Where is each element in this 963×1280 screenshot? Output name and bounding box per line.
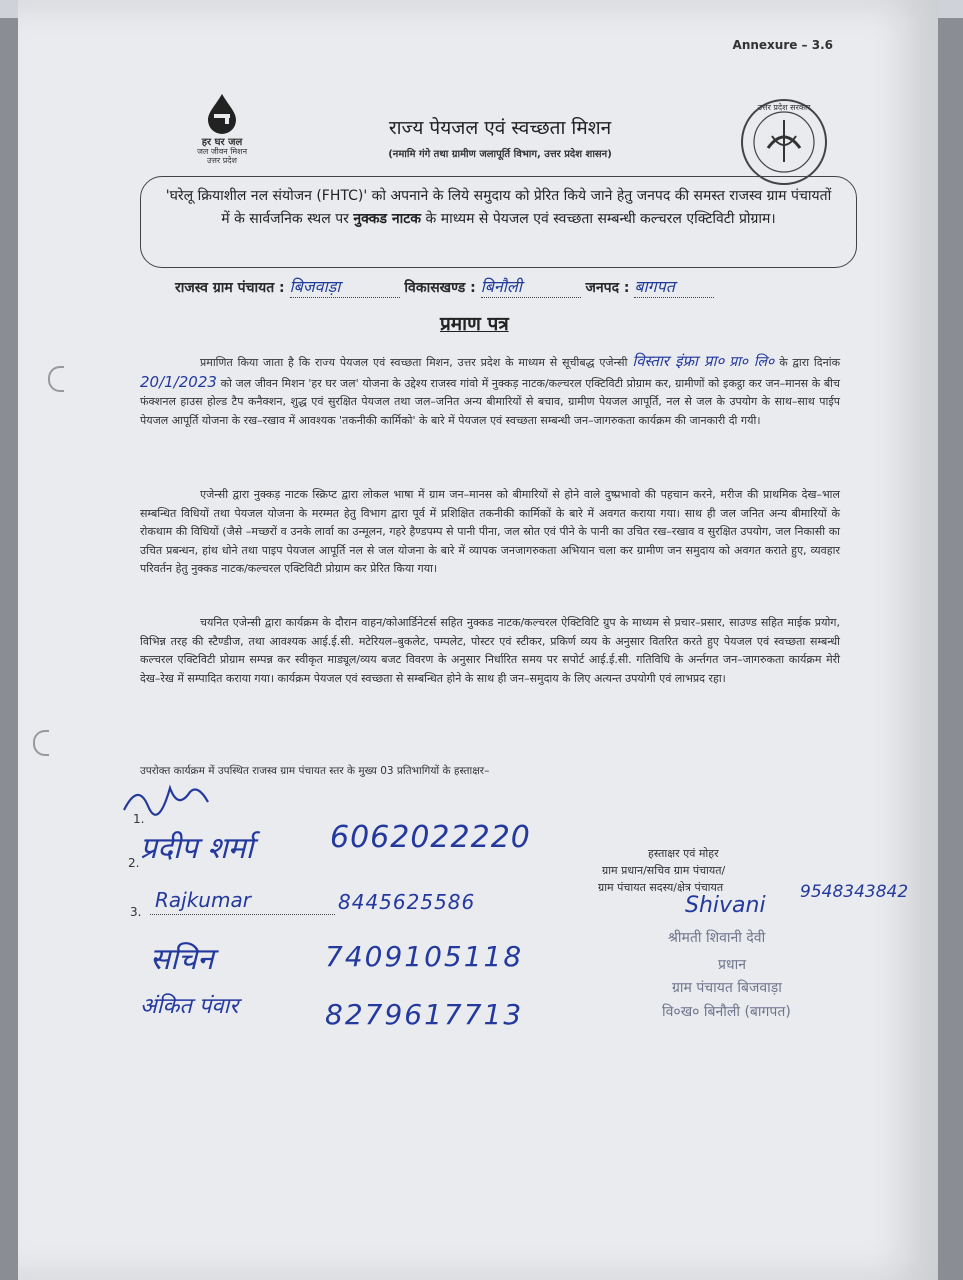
signature-line — [150, 914, 335, 915]
logo-line-3: उत्तर प्रदेश — [207, 156, 237, 165]
participant-number-2: 2. — [128, 856, 140, 870]
signatory-role-2: ग्राम पंचायत सदस्य/क्षेत्र पंचायत — [598, 881, 724, 894]
signature-block — [598, 845, 725, 896]
block-value: बिनौली — [480, 277, 522, 296]
participant-5-name: अंकित पंवार — [140, 994, 239, 1019]
participant-4-name: सचिन — [150, 942, 214, 977]
banner-text-part: के माध्यम से पेयजल एवं स्वच्छता सम्बन्धी कल्चरल एक्टिविटी प्रोग्राम। — [421, 211, 776, 227]
logo-line-1: हर घर जल — [201, 137, 243, 148]
annexure-label: Annexure – 3.6 — [732, 38, 833, 52]
participant-5-phone: 8279617713 — [325, 998, 524, 1031]
programme-banner — [140, 176, 857, 268]
agency-handwritten-2: प्रा० लि० — [729, 354, 775, 370]
gram-panchayat-label: राजस्व ग्राम पंचायत : — [175, 280, 285, 296]
logo-line-2: जल जीवन मिशन — [196, 147, 248, 156]
participant-3-name: Rajkumar — [155, 888, 251, 912]
stamp-block: वि०ख० बिनौली (बागपत) — [662, 1004, 791, 1020]
punch-hole-mark — [33, 730, 49, 756]
participant-number-3: 3. — [130, 905, 142, 919]
agency-handwritten: विस्तार इंफ्रा प्रा० — [632, 352, 725, 370]
pradhan-signature: Shivani — [685, 893, 766, 918]
stamp-name: श्रीमती शिवानी देवी — [668, 930, 766, 946]
stamp-panchayat: ग्राम पंचायत बिजवाड़ा — [672, 980, 782, 996]
para1-text: को जल जीवन मिशन 'हर घर जल' योजना के उद्देश्य राजस्व गांवो में नुक्कड़ नाटक/कल्चरल एक्टिविटी प्रोग्राम कर, ग्रामीणों को इकट्ठा कर जन–मानस के बीच फंक्शनल हाउस होल्ड टैप कनैक्शन, शुद्ध एवं सुरक्षित पेयजल तथा जल–जनित अन्य बीमारियों से बचाव, ग्रामीण पेयजल आपूर्ति, नल से जल के उपयोग के साथ–साथ पाईप पेयजल आपूर्ति योजना के रख–रखाव में आवश्यक 'तकनीकी कार्मिको' के बारे में पेयजल एवं स्वच्छता सम्बन्धी जन–जागरुकता कार्यक्रम की जानकारी दी गयी। — [140, 376, 840, 427]
water-drop-tap-icon — [201, 92, 243, 134]
participant-4-phone: 7409105118 — [325, 940, 524, 973]
organisation-title: राज्य पेयजल एवं स्वच्छता मिशन — [388, 117, 612, 139]
gram-panchayat-value: बिजवाड़ा — [289, 277, 341, 296]
certificate-heading: प्रमाण पत्र — [440, 313, 509, 335]
emblem-text: उत्तर प्रदेश सरकार — [757, 103, 811, 112]
signature-title: हस्ताक्षर एवं मोहर — [648, 847, 719, 860]
district-label: जनपद : — [585, 280, 630, 296]
punch-hole-mark — [48, 366, 64, 392]
banner-bold-text: नुक्कड नाटक — [353, 211, 422, 227]
location-line — [175, 275, 714, 298]
pradhan-phone: 9548343842 — [800, 882, 909, 902]
date-handwritten: 20/1/2023 — [140, 372, 217, 391]
banner-text-part: 'घरेलू क्रियाशील नल संयोजन (FHTC)' को अपनाने के लिये समुदाय को प्रेरित किये जाने हेतु जनपद की समस्त राजस्व ग्राम पंचायतों में के सार्वजनिक स्थल पर — [165, 188, 832, 227]
participants-label: उपरोक्त कार्यक्रम में उपस्थित राजस्व ग्राम पंचायत स्तर के मुख्य 03 प्रतिभागियों के हस्ताक्षर– — [140, 765, 490, 777]
participant-1-signature — [118, 780, 228, 820]
paragraph-3: चयनित एजेन्सी द्वारा कार्यक्रम के दौरान वाहन/कोआर्डिनेटर्स सहित नुक्कड नाटक/कल्चरल ऐक्टिविटि ग्रुप के माध्यम से प्रचार–प्रसार, साउण्ड सहित माईक प्रयोग, विभिन्न तरह की स्टैण्डीज, तथा आवश्यक आई.ई.सी. मटेरियल–बुकलेट, पम्पलेट, पोस्टर एवं स्टीकर, प्रकिर्ण व्यय के अनुसार वितरित करते हुए पेयजल एवं स्वच्छता सम्बन्धी कल्चरल एक्टिविटी प्रोग्राम सम्पन्न कर स्वीकृत माड्यूल/व्यय बजट विवरण के अनुसार निर्धारित समय पर सपोर्ट आई.ई.सी. गतिविधि के अर्न्तगत जन–जागरुकता कार्यक्रम मेरी देख–रेख में सम्पादित कराया गया। कार्यक्रम पेयजल एवं स्वच्छता से सम्बन्धित होने के साथ ही जन–समुदाय के लिए अत्यन्त उपयोगी एवं लाभप्रद रहा। — [140, 616, 840, 685]
organisation-subtitle: (नमामि गंगे तथा ग्रामीण जलापूर्ति विभाग, उत्तर प्रदेश शासन) — [388, 149, 612, 160]
up-government-emblem-icon — [738, 96, 830, 188]
para1-text: के द्वारा दिनांक — [779, 356, 841, 369]
block-label: विकासखण्ड : — [404, 280, 476, 296]
stamp-designation: प्रधान — [718, 957, 746, 973]
district-value: बागपत — [634, 277, 675, 296]
participant-number-1: 1. — [133, 812, 145, 826]
jal-jeevan-mission-logo — [162, 92, 282, 165]
signatory-role-1: ग्राम प्रधान/सचिव ग्राम पंचायत/ — [602, 864, 726, 877]
participant-3-phone: 8445625586 — [338, 890, 476, 914]
participant-2-phone: 6062022220 — [330, 820, 531, 855]
paragraph-2: एजेन्सी द्वारा नुक्कड़ नाटक स्क्रिप्ट द्वारा लोकल भाषा में ग्राम जन–मानस को बीमारियों से होने वाले दुष्प्रभावो की पहचान करने, मरीज की प्राथमिक देख–भाल सम्बन्धित विधियों तथा पेयजल योजना के मरम्मत हेतु विभाग द्वारा पूर्व में प्रशिक्षित तकनीकी कार्मिकों के बारे में अवगत कराया गया। साथ ही जल जनित अन्य बीमारियों के रोकथाम की विधियों (जैसे –मच्छरों व उनके लार्वा का उन्मूलन, गहरे हैण्डपम्प से पानी पीना, जल स्रोत एवं पीने के पानी का उचित रख–रखाव व सुरक्षित उपयोग, जल निकासी का उचित प्रबन्धन, हांथ धोने तथा पाइप पेयजल आपूर्ति नल से जल योजना के बारे में व्यापक जनजागरुकता अभियान चला कर ग्रामीण जन समुदाय को अवगत कराते हुए, व्यवहार परिवर्तन हेतु नुक्कड नाटक/कल्चरल एक्टिविटी प्रोग्राम कर प्रेरित किया गया। — [140, 488, 840, 576]
para1-text: प्रमाणित किया जाता है कि राज्य पेयजल एवं स्वच्छता मिशन, उत्तर प्रदेश के माध्यम से सूचीबद्ध एजेन्सी — [200, 356, 628, 369]
paragraph-1 — [140, 352, 840, 430]
banner-text — [163, 185, 834, 231]
participant-2-name: प्रदीप शर्मा — [140, 831, 254, 866]
